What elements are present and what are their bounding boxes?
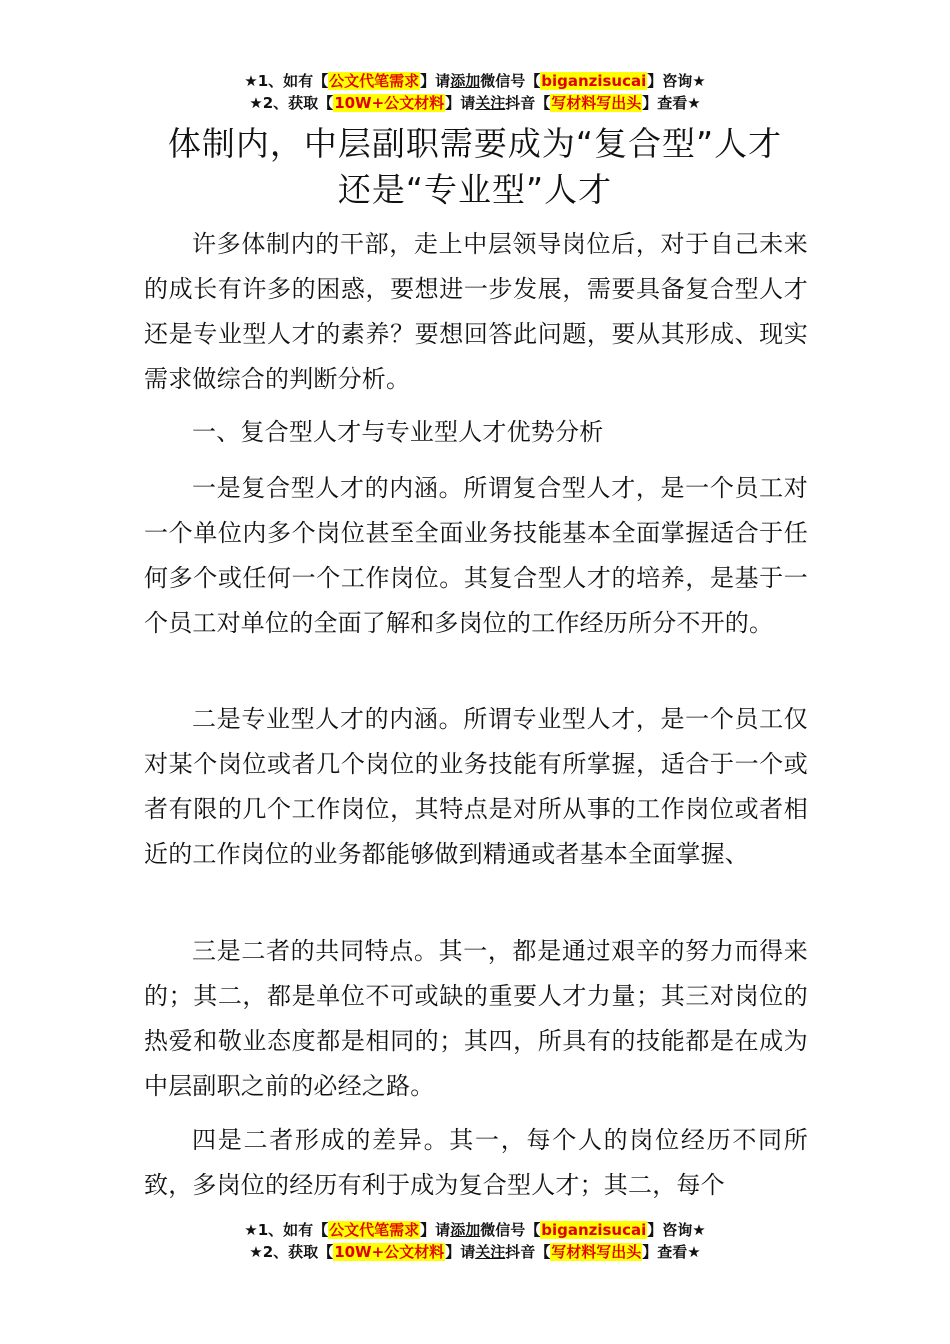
paragraph-common-traits: 三是二者的共同特点。其一，都是通过艰辛的努力而得来的；其二，都是单位不可或缺的重要人才力量；其三对岗位的热爱和敬业态度都是相同的；其四，所具有的技能都是在成为中层副职之前的必经之路。 bbox=[144, 937, 808, 1100]
paragraph-compound-talent: 一是复合型人才的内涵。所谓复合型人才，是一个员工对一个单位内多个岗位甚至全面业务技能基本全面掌握适合于任何多个或任何一个工作岗位。其复合型人才的培养，是基于一个员工对单位的全面了解和多岗位的工作经历所分不开的。 bbox=[144, 474, 808, 637]
banner-highlight: 10W+公文材料 bbox=[334, 1243, 445, 1261]
banner-highlight: biganzisucai bbox=[541, 1221, 647, 1239]
section-heading: 一、复合型人才与专业型人才优势分析 bbox=[192, 418, 604, 446]
banner-highlight: 10W+公文材料 bbox=[334, 94, 445, 112]
banner-highlight: biganzisucai bbox=[541, 72, 647, 90]
banner-highlight: 公文代笔需求 bbox=[329, 72, 420, 90]
paragraph-specialist-talent: 二是专业型人才的内涵。所谓专业型人才，是一个员工仅对某个岗位或者几个岗位的业务技能有所掌握，适合于一个或者有限的几个工作岗位，其特点是对所从事的工作岗位或者相近的工作岗位的业务都能够做到精通或者基本全面掌握、 bbox=[144, 705, 808, 868]
banner-line-2: ★2、获取【10W+公文材料】请关注抖音【写材料写出头】查看★ bbox=[249, 1243, 701, 1261]
banner-highlight: 写材料写出头 bbox=[551, 94, 642, 112]
paragraph-differences: 四是二者形成的差异。其一，每个人的岗位经历不同所致，多岗位的经历有利于成为复合型人才；其二，每个 bbox=[144, 1126, 808, 1199]
header-banner bbox=[0, 70, 950, 114]
document-title-line-1: 体制内，中层副职需要成为“复合型”人才 bbox=[167, 124, 783, 163]
banner-line-2: ★2、获取【10W+公文材料】请关注抖音【写材料写出头】查看★ bbox=[249, 94, 701, 112]
document-title-line-2: 还是“专业型”人才 bbox=[337, 170, 613, 209]
banner-line-1: ★1、如有【公文代笔需求】请添加微信号【biganzisucai】咨询★ bbox=[244, 1221, 706, 1239]
banner-highlight: 公文代笔需求 bbox=[329, 1221, 420, 1239]
footer-banner bbox=[0, 1219, 950, 1263]
paragraph-intro: 许多体制内的干部，走上中层领导岗位后，对于自己未来的成长有许多的困惑，要想进一步发展，需要具备复合型人才还是专业型人才的素养？要想回答此问题，要从其形成、现实需求做综合的判断分析。 bbox=[144, 230, 808, 393]
banner-line-1: ★1、如有【公文代笔需求】请添加微信号【biganzisucai】咨询★ bbox=[244, 72, 706, 90]
banner-highlight: 写材料写出头 bbox=[551, 1243, 642, 1261]
